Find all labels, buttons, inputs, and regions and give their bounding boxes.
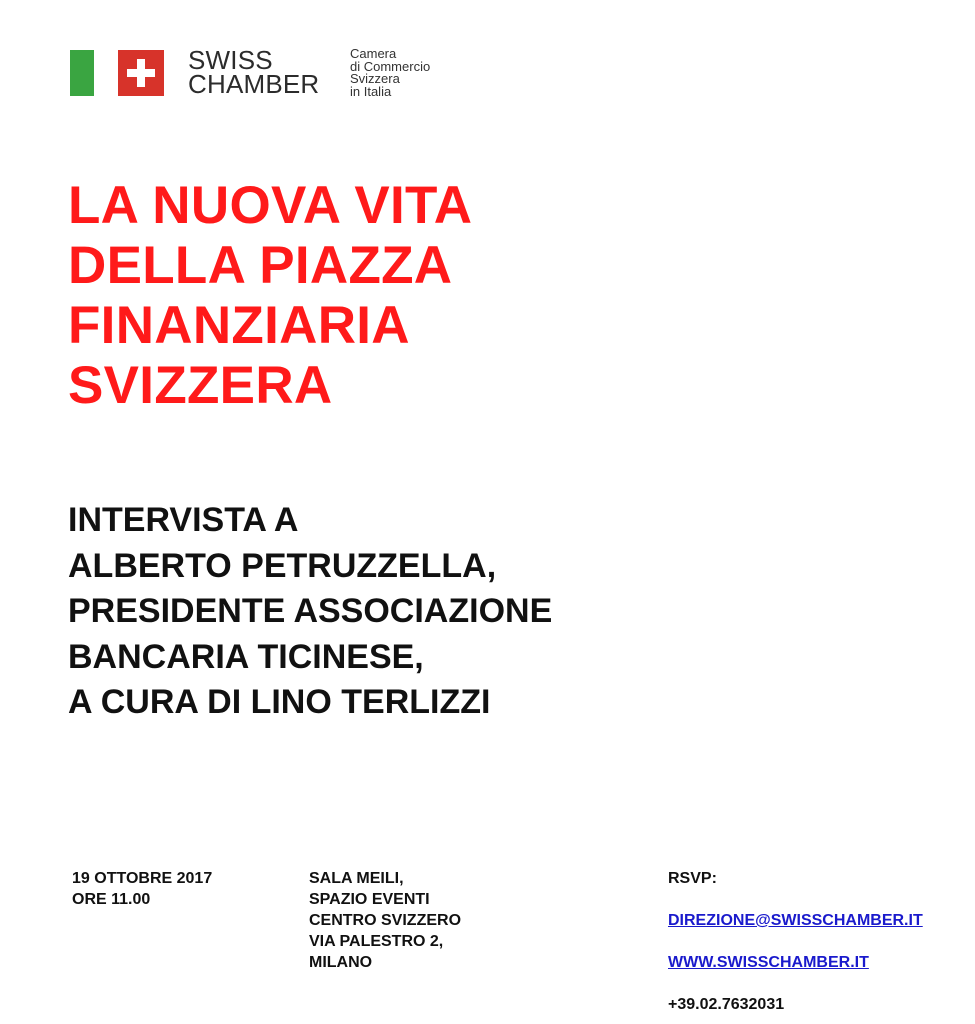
rsvp-label: RSVP: bbox=[668, 870, 717, 887]
subtitle-line: Camera bbox=[350, 46, 397, 61]
title-line: FINANZIARIA bbox=[68, 296, 410, 355]
brand-line: SWISS bbox=[188, 45, 273, 75]
event-date: 19 OTTOBRE 2017 bbox=[72, 870, 213, 887]
event-date-block bbox=[72, 868, 212, 910]
venue-line: SALA MEILI, bbox=[309, 870, 404, 887]
event-title bbox=[68, 176, 472, 416]
title-line: DELLA PIAZZA bbox=[68, 236, 453, 295]
interview-line: ALBERTO PETRUZZELLA, bbox=[68, 546, 497, 585]
title-line: LA NUOVA VITA bbox=[68, 176, 473, 235]
flag-green-icon bbox=[70, 50, 94, 96]
website-link[interactable]: WWW.SWISSCHAMBER.IT bbox=[668, 954, 869, 971]
phone-number: +39.02.7632031 bbox=[668, 996, 785, 1013]
subtitle-line: di Commercio bbox=[350, 58, 431, 74]
interview-line: PRESIDENTE ASSOCIAZIONE bbox=[68, 592, 553, 630]
interview-line: A CURA DI LINO TERLIZZI bbox=[68, 683, 491, 721]
venue-line: SPAZIO EVENTI bbox=[309, 891, 430, 908]
subtitle-line: Svizzera bbox=[350, 71, 400, 86]
event-venue-block bbox=[309, 868, 461, 973]
brand-name bbox=[188, 45, 320, 99]
interview-line: INTERVISTA A bbox=[68, 501, 299, 539]
venue-line: CENTRO SVIZZERO bbox=[309, 912, 462, 929]
interview-heading bbox=[68, 498, 552, 726]
subtitle-line: in Italia bbox=[350, 83, 392, 99]
brand-subtitle bbox=[350, 48, 430, 98]
title-line: SVIZZERA bbox=[68, 356, 333, 415]
interview-line: BANCARIA TICINESE, bbox=[68, 637, 424, 676]
swiss-cross-icon bbox=[118, 50, 164, 96]
email-link[interactable]: DIREZIONE@SWISSCHAMBER.IT bbox=[668, 912, 923, 929]
event-time: ORE 11.00 bbox=[72, 891, 151, 908]
brand-line: CHAMBER bbox=[188, 69, 320, 99]
venue-line: VIA PALESTRO 2, bbox=[309, 933, 444, 950]
venue-line: MILANO bbox=[309, 954, 373, 971]
rsvp-block bbox=[668, 868, 923, 1015]
